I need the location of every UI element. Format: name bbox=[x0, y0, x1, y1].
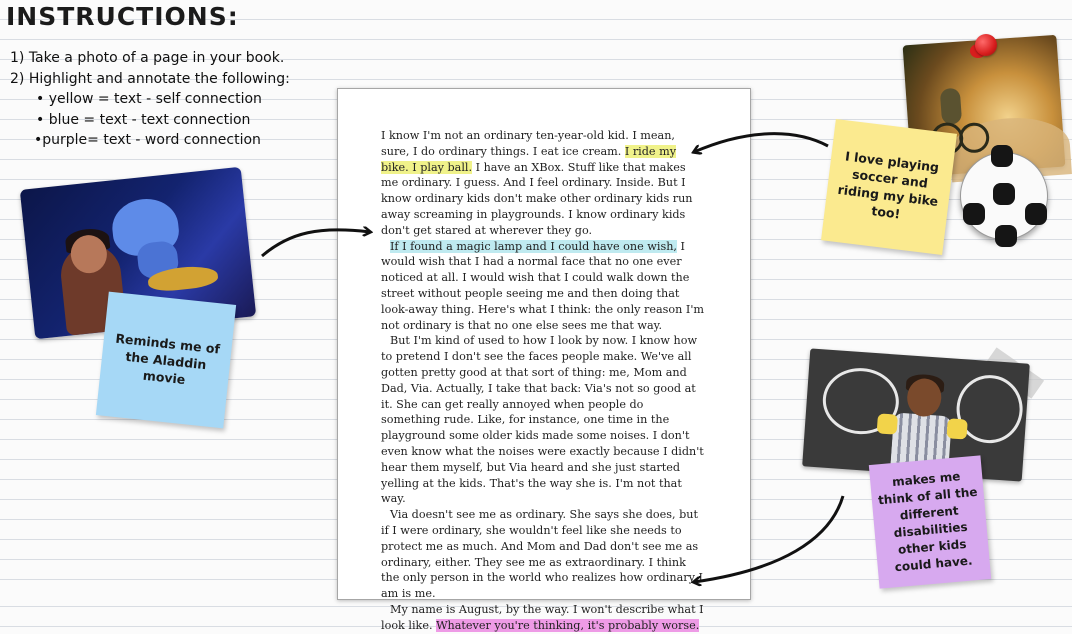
purple-highlight: Whatever you're thinking, it's probably worse. bbox=[436, 618, 700, 632]
pushpin-icon bbox=[975, 34, 997, 56]
book-page-text bbox=[381, 128, 706, 634]
soccer-ball-icon bbox=[960, 152, 1048, 240]
paragraph-1-text-b: I have an XBox. Stuff like that makes me ordinary. I guess. And I feel ordinary. Inside. But I know ordinary kids don't make other ordinary kids run away screaming in playgrounds. I know ordinary kids don't get stared at wherever they go. bbox=[381, 160, 693, 237]
instruction-step-2: 2) Highlight and annotate the following: bbox=[10, 70, 290, 87]
bike-rider-shape bbox=[940, 88, 962, 125]
instructions-list bbox=[10, 48, 290, 151]
paragraph-4: Via doesn't see me as ordinary. She says she does, but if I were ordinary, she wouldn't feel like she needs to protect me as much. And Mom and Dad don't see me as ordinary, either. They see me as extraordinary. I think the only person in the world who realizes how ordinary I am is me. bbox=[381, 508, 703, 601]
ball-patch bbox=[963, 203, 985, 225]
ball-patch bbox=[991, 145, 1013, 167]
ball-patch bbox=[995, 225, 1017, 247]
book-page-photo bbox=[337, 88, 751, 632]
ball-patch bbox=[993, 183, 1015, 205]
paragraph-2 bbox=[381, 239, 706, 334]
paragraph-2-text: I would wish that I had a normal face that no one ever noticed at all. I would wish that I could walk down the street without people seeing me and then doing that look-away thing. Here's what I think: the only reason I'm not ordinary is that no one else sees me that way. bbox=[381, 239, 705, 332]
instructions-title: INSTRUCTIONS: bbox=[6, 2, 239, 31]
sticky-note-aladdin bbox=[96, 292, 236, 429]
paragraph-5-text: My name is August, by the way. I won't describe what I look like. bbox=[381, 602, 704, 632]
blue-highlight: If I found a magic lamp and I could have one wish, bbox=[390, 239, 677, 253]
sticky-note-aladdin-text: Reminds me of the Aladdin movie bbox=[114, 330, 221, 387]
instruction-step-1: 1) Take a photo of a page in your book. bbox=[10, 50, 285, 66]
yellow-highlight: I ride my bike. I play ball. bbox=[381, 144, 677, 174]
kid-arm-right bbox=[946, 418, 967, 439]
sticky-note-bike bbox=[821, 119, 957, 255]
ball-patch bbox=[1025, 203, 1047, 225]
paragraph-1-text-a: I know I'm not an ordinary ten-year-old kid. I mean, sure, I do ordinary things. I eat ice cream. bbox=[381, 129, 675, 158]
sticky-note-disabilities-text: makes me think of all the different disabilities other kids could have. bbox=[877, 469, 978, 575]
paragraph-3: But I'm kind of used to how I look by now. I know how to pretend I don't see the faces people make. We've all gotten pretty good at that sort of thing: me, Mom and Dad, Via. Actually, I take that back: Via's not so good at it. She can get really annoyed when people do something rude. Like, for instance, one time in the playground some older kids made some noises. I don't even know what the noises were exactly because I didn't hear them myself, but Via heard and she just started yelling at the kids. That's the way she is. I'm not that way. bbox=[381, 334, 704, 506]
instruction-yellow: • yellow = text - self connection bbox=[36, 91, 262, 107]
paragraph-1 bbox=[381, 128, 706, 239]
sticky-note-bike-text: I love playing soccer and riding my bike too! bbox=[836, 148, 940, 222]
instruction-purple: •purple= text - word connection bbox=[34, 132, 261, 148]
sticky-note-disabilities bbox=[869, 455, 991, 588]
kid-arm-left bbox=[877, 413, 898, 434]
paragraph-5 bbox=[381, 602, 706, 634]
instruction-blue: • blue = text - text connection bbox=[36, 111, 251, 128]
